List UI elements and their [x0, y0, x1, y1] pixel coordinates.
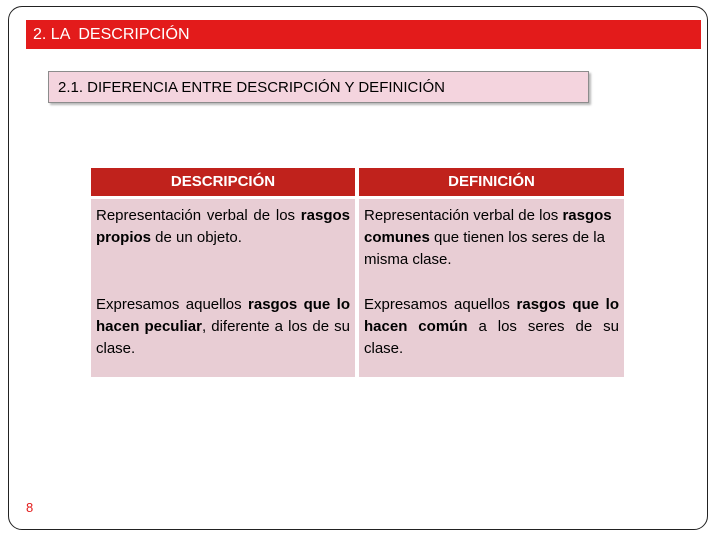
table-header-row: [91, 168, 624, 196]
cell-definicion-row2: Expresamos aquellos rasgos que lo hacen común a los seres de su clase.: [359, 288, 624, 377]
header-descripcion: DESCRIPCIÓN: [91, 168, 355, 196]
bold-text: rasgos comunes: [364, 207, 612, 246]
bold-text: rasgos propios: [96, 207, 350, 246]
slide-title: 2. LA DESCRIPCIÓN: [26, 20, 701, 49]
cell-descripcion-row2: Expresamos aquellos rasgos que lo hacen peculiar, diferente a los de su clase.: [91, 288, 355, 377]
cell-descripcion-row1: Representación verbal de los rasgos propios de un objeto.: [91, 199, 355, 288]
section-subtitle: 2.1. DIFERENCIA ENTRE DESCRIPCIÓN Y DEFINICIÓN: [48, 71, 589, 103]
page-number: 8: [26, 500, 34, 515]
cell-definicion-row1: Representación verbal de los rasgos comunes que tienen los seres de la misma clase.: [359, 199, 624, 288]
bold-text: rasgos que lo hacen peculiar: [96, 296, 350, 335]
bold-text: rasgos que lo hacen común: [364, 296, 619, 335]
header-definicion: DEFINICIÓN: [359, 168, 624, 196]
